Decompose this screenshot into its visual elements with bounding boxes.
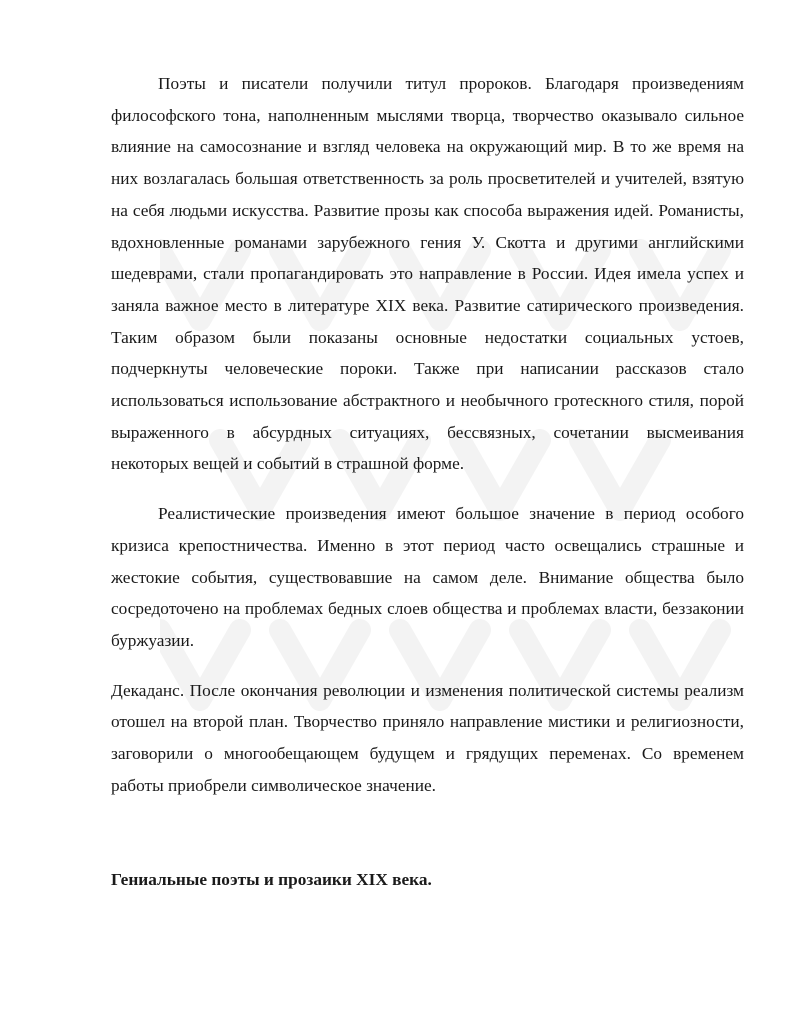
document-body	[111, 68, 744, 896]
paragraph-realistic-works: Реалистические произведения имеют большое значение в период особого кризиса крепостничества. Именно в этот период часто освещались страшные и жестокие события, существовавшие на самом деле. Внимание общества было сосредоточено на проблемах бедных слоев общества и проблемах власти, беззаконии буржуазии.	[111, 504, 744, 650]
section-heading: Гениальные поэты и прозаики XIX века.	[111, 870, 432, 890]
paragraph-poets-prophets: Поэты и писатели получили титул пророков. Благодаря произведениям философского тона, наполненным мыслями творца, творчество оказывало сильное влияние на самосознание и взгляд человека на окружающий мир. В то же время на них возлагалась большая ответственность за роль просветителей и учителей, взятую на себя людьми искусства. Развитие прозы как способа выражения идей. Романисты, вдохновленные романами зарубежного гения У. Скотта и другими английскими шедеврами, стали пропагандировать это направление в России. Идея имела успех и заняла важное место в литературе XIX века. Развитие сатирического произведения. Таким образом были показаны основные недостатки социальных устоев, подчеркнуты человеческие пороки. Также при написании рассказов стало использоваться использование абстрактного и необычного гротескного стиля, порой выраженного в абсурдных ситуациях, бессвязных, сочетании высмеивания некоторых вещей и событий в страшной форме.	[111, 74, 744, 474]
paragraph-decadence: Декаданс. После окончания революции и изменения политической системы реализм отошел на второй план. Творчество приняло направление мистики и религиозности, заговорили о многообещающем будущем и грядущих переменах. Со временем работы приобрели символическое значение.	[111, 680, 744, 795]
